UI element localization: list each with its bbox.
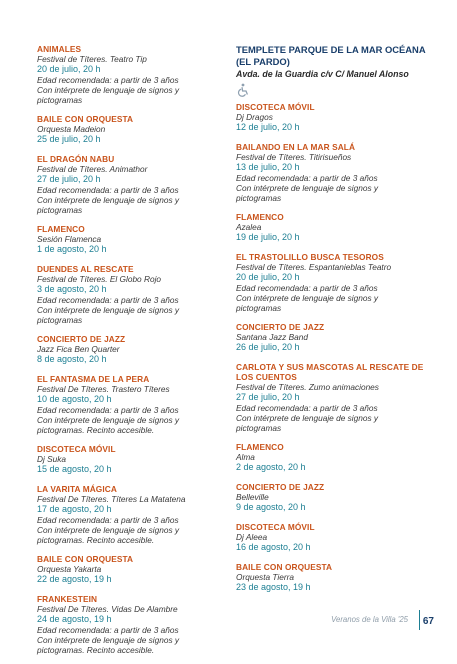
page-number: 67 (422, 616, 434, 627)
event-title: BAILE CON ORQUESTA (37, 554, 134, 564)
event-description: Azalea (236, 222, 262, 232)
wheelchair-accessible-icon (236, 83, 250, 97)
event-title: CONCIERTO DE JAZZ (236, 482, 325, 492)
event-title: DISCOTECA MÓVIL (236, 522, 315, 532)
event-item (37, 594, 227, 655)
right-events (236, 102, 432, 593)
event-item (236, 102, 432, 133)
event-date: 25 de julio, 20 h (37, 134, 101, 144)
event-title: EL TRASTOLILLO BUSCA TESOROS (236, 252, 384, 262)
event-date: 16 de agosto, 20 h (236, 542, 311, 552)
event-note: Con intérprete de lenguaje de signos y (236, 293, 379, 303)
event-note: Edad recomendada: a partir de 3 años (37, 515, 179, 525)
event-title: FLAMENCO (236, 442, 284, 452)
event-note: pictogramas (37, 205, 83, 215)
event-title: ANIMALES (37, 44, 82, 54)
event-date: 10 de agosto, 20 h (37, 394, 112, 404)
event-note: Edad recomendada: a partir de 3 años (236, 283, 378, 293)
event-note: Edad recomendada: a partir de 3 años (37, 75, 179, 85)
event-item (37, 444, 227, 475)
event-title: BAILE CON ORQUESTA (236, 562, 333, 572)
event-date: 12 de julio, 20 h (236, 122, 300, 132)
event-title: LA VARITA MÁGICA (37, 484, 117, 494)
footer-divider (419, 610, 420, 630)
event-description: Orquesta Madeion (37, 124, 106, 134)
event-item (37, 484, 227, 545)
event-description: Dj Aleea (236, 532, 268, 542)
event-item (37, 554, 227, 585)
event-date: 27 de julio, 20 h (236, 392, 300, 402)
event-date: 9 de agosto, 20 h (236, 502, 306, 512)
event-note: Con intérprete de lenguaje de signos y (37, 415, 180, 425)
event-description: Festival de Títeres. Animathor (37, 164, 148, 174)
event-description: Festival de Títeres. Espantanieblas Teatro (236, 262, 392, 272)
event-note: Con intérprete de lenguaje de signos y (37, 305, 180, 315)
event-note: Con intérprete de lenguaje de signos y (37, 635, 180, 645)
event-description: Festival De Títeres. Vidas De Alambre (37, 604, 178, 614)
event-date: 8 de agosto, 20 h (37, 354, 107, 364)
event-note: pictogramas (236, 423, 282, 433)
event-date: 20 de julio, 20 h (37, 64, 101, 74)
event-description: Alma (236, 452, 255, 462)
event-note: pictogramas (236, 193, 282, 203)
event-title: FRANKESTEIN (37, 594, 98, 604)
event-title: EL DRAGÓN NABU (37, 154, 115, 164)
event-date: 27 de julio, 20 h (37, 174, 101, 184)
event-note: Edad recomendada: a partir de 3 años (37, 405, 179, 415)
event-description: Santana Jazz Band (236, 332, 308, 342)
event-date: 26 de julio, 20 h (236, 342, 300, 352)
event-description: Jazz Fica Ben Quarter (37, 344, 120, 354)
event-date: 24 de agosto, 19 h (37, 614, 112, 624)
event-title: CONCIERTO DE JAZZ (236, 322, 325, 332)
event-item (37, 114, 227, 145)
footer-text: Veranos de la Villa '25 (331, 615, 408, 624)
event-date: 2 de agosto, 20 h (236, 462, 306, 472)
event-description: Festival de Títeres. El Globo Rojo (37, 274, 162, 284)
event-item (37, 374, 227, 435)
event-note: Edad recomendada: a partir de 3 años (37, 295, 179, 305)
event-date: 23 de agosto, 19 h (236, 582, 311, 592)
event-item (37, 264, 227, 325)
event-item (236, 252, 432, 313)
event-date: 3 de agosto, 20 h (37, 284, 107, 294)
event-note: Con intérprete de lenguaje de signos y (37, 195, 180, 205)
event-item (236, 322, 432, 353)
event-description: Festival de Títeres. Titirisueños (236, 152, 352, 162)
event-note: Con intérprete de lenguaje de signos y (37, 525, 180, 535)
event-item (37, 334, 227, 365)
left-column (37, 44, 227, 664)
event-note: pictogramas. Recinto accesible. (37, 645, 155, 655)
event-date: 20 de julio, 20 h (236, 272, 300, 282)
event-item (236, 522, 432, 553)
event-note: Con intérprete de lenguaje de signos y (236, 183, 379, 193)
event-title: DUENDES AL RESCATE (37, 264, 134, 274)
event-description: Sesión Flamenca (37, 234, 102, 244)
event-note: pictogramas (37, 315, 83, 325)
event-item (37, 154, 227, 215)
event-note: Edad recomendada: a partir de 3 años (236, 173, 378, 183)
event-title: DISCOTECA MÓVIL (37, 444, 116, 454)
event-item (37, 44, 227, 105)
event-item (236, 482, 432, 513)
event-note: pictogramas (37, 95, 83, 105)
event-title: FLAMENCO (37, 224, 85, 234)
venue-address: Avda. de la Guardia c/v C/ Manuel Alonso (236, 69, 409, 79)
event-title: EL FANTASMA DE LA PERA (37, 374, 150, 384)
event-description: Dj Dragos (236, 112, 273, 122)
event-note: Edad recomendada: a partir de 3 años (37, 185, 179, 195)
event-note: Con intérprete de lenguaje de signos y (236, 413, 379, 423)
event-title: FLAMENCO (236, 212, 284, 222)
event-description: Festival de Títeres. Teatro Tip (37, 54, 147, 64)
event-item (236, 212, 432, 243)
event-description: Dj Suka (37, 454, 67, 464)
event-item (236, 142, 432, 203)
event-note: Edad recomendada: a partir de 3 años (37, 625, 179, 635)
event-note: pictogramas. Recinto accesible. (37, 535, 155, 545)
event-title: CARLOTA Y SUS MASCOTAS AL RESCATE DE LOS CUENTOS (236, 362, 424, 382)
venue-title: TEMPLETE PARQUE DE LA MAR OCÉANA (EL PARDO) (236, 44, 426, 67)
event-date: 17 de agosto, 20 h (37, 504, 112, 514)
event-note: Edad recomendada: a partir de 3 años (236, 403, 378, 413)
event-note: Con intérprete de lenguaje de signos y (37, 85, 180, 95)
event-date: 22 de agosto, 19 h (37, 574, 112, 584)
event-note: pictogramas. Recinto accesible. (37, 425, 155, 435)
event-title: BAILE CON ORQUESTA (37, 114, 134, 124)
event-date: 19 de julio, 20 h (236, 232, 300, 242)
right-column (236, 44, 432, 602)
event-title: CONCIERTO DE JAZZ (37, 334, 126, 344)
event-item (236, 442, 432, 473)
event-date: 1 de agosto, 20 h (37, 244, 107, 254)
event-item (236, 562, 432, 593)
event-date: 15 de agosto, 20 h (37, 464, 112, 474)
event-date: 13 de julio, 20 h (236, 162, 300, 172)
event-description: Orquesta Yakarta (37, 564, 102, 574)
event-description: Festival De Títeres. Trastero Títeres (37, 384, 170, 394)
event-description: Festival de Títeres. Zumo animaciones (236, 382, 379, 392)
event-item (236, 362, 432, 433)
event-description: Festival De Títeres. Títeres La Matatena (37, 494, 186, 504)
event-item (37, 224, 227, 255)
event-title: DISCOTECA MÓVIL (236, 102, 315, 112)
event-description: Orquesta Tierra (236, 572, 295, 582)
event-description: Belleville (236, 492, 269, 502)
event-note: pictogramas (236, 303, 282, 313)
event-title: BAILANDO EN LA MAR SALÁ (236, 142, 356, 152)
